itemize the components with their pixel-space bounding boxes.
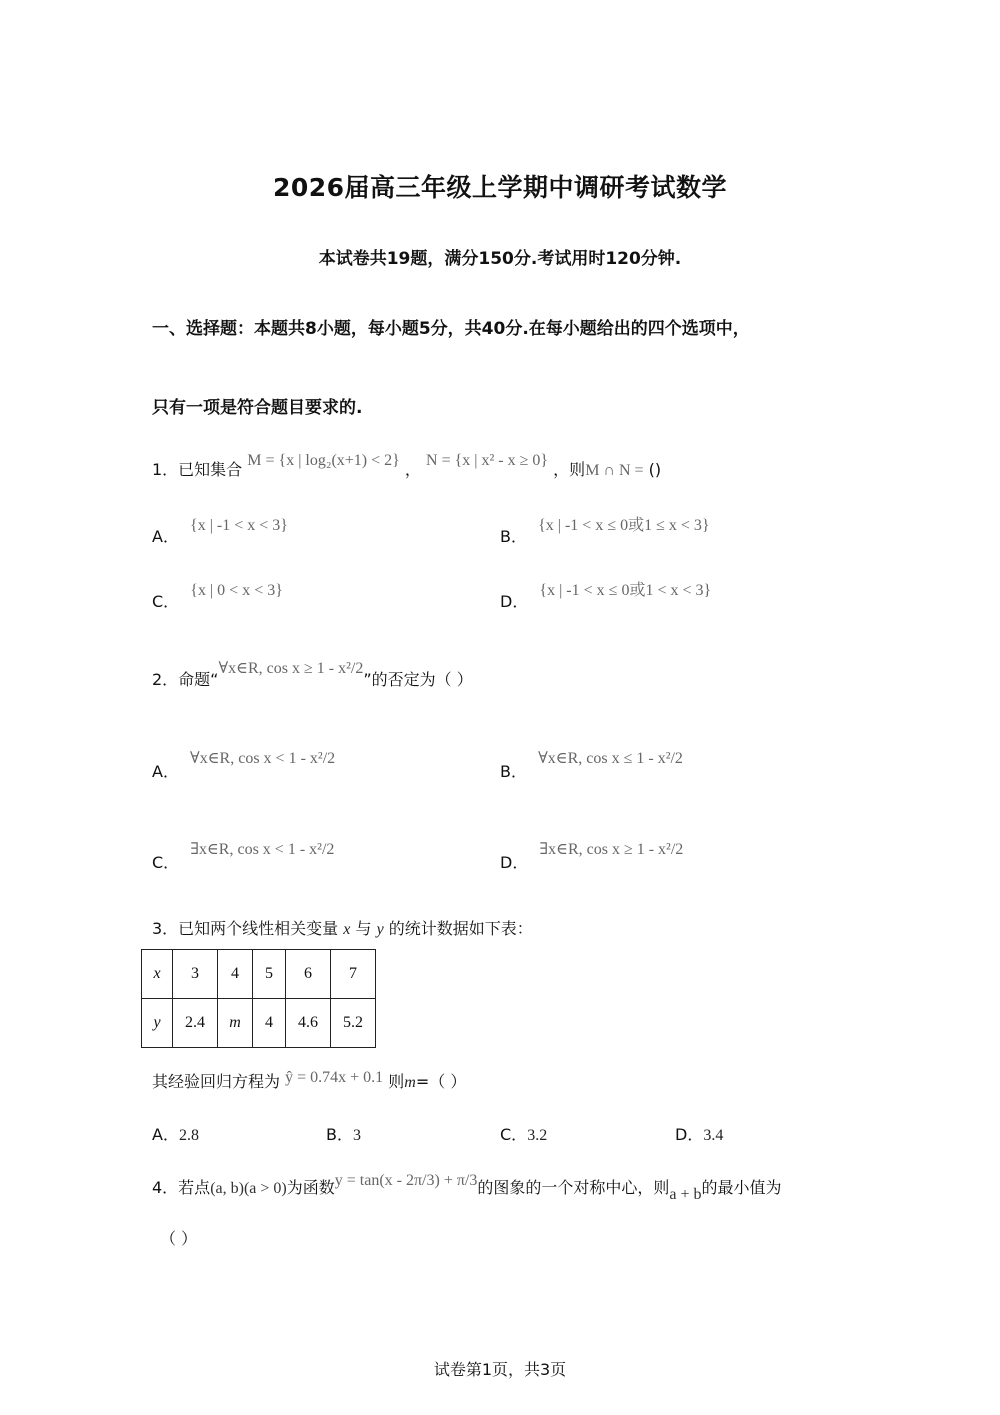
- q3-option-a[interactable]: [152, 1122, 199, 1145]
- page-subtitle: 本试卷共19题，满分150分.考试用时120分钟.: [318, 249, 682, 269]
- question-2: [152, 660, 473, 690]
- q3-option-d-value: 3.4: [703, 1127, 724, 1144]
- q1-prefix: 1．已知集合: [152, 460, 243, 479]
- q1-set-m: M = {x | log₂(x+1) < 2}: [247, 452, 400, 469]
- q1-set-n: N = {x | x² - x ≥ 0}: [426, 452, 549, 469]
- section-heading-line1: 一、选择题：本题共8小题，每小题5分，共40分.在每小题给出的四个选项中，: [152, 319, 750, 339]
- q2-option-b-letter: B．: [500, 762, 527, 781]
- q2-option-a-letter: A．: [152, 762, 179, 781]
- q1-comma: ，: [404, 460, 421, 479]
- q3-regression-var: m: [404, 1074, 416, 1091]
- q3-regression-suffix-a: 则: [388, 1072, 405, 1091]
- q3-option-a-letter: A．: [152, 1125, 179, 1144]
- table-cell: 4.6: [286, 999, 331, 1048]
- table-cell: 4: [218, 950, 253, 999]
- table-row-y: [142, 999, 376, 1048]
- q2-option-d-math: ∃x∈R, cos x ≥ 1 - x²/2: [539, 841, 684, 858]
- table-cell: 7: [331, 950, 376, 999]
- table-cell: x: [142, 950, 173, 999]
- q3-option-b-letter: B．: [326, 1125, 353, 1144]
- table-cell: 6: [286, 950, 331, 999]
- question-3: [152, 916, 533, 939]
- q2-suffix: ”的否定为（ ）: [363, 670, 473, 689]
- q1-expression: M ∩ N =: [585, 462, 644, 479]
- question-1: [152, 452, 662, 480]
- table-cell: m: [218, 999, 253, 1048]
- q3-var-x: x: [343, 921, 351, 938]
- q3-option-c-value: 3.2: [527, 1127, 548, 1144]
- q3-option-c-letter: C．: [500, 1125, 528, 1144]
- q3-data-table: [141, 949, 376, 1048]
- table-cell: 3: [173, 950, 218, 999]
- q1-option-d-math: {x | -1 < x ≤ 0或1 < x < 3}: [539, 582, 712, 599]
- q2-option-b-math: ∀x∈R, cos x ≤ 1 - x²/2: [538, 750, 683, 767]
- q4-prefix: 4．若点: [152, 1178, 211, 1197]
- q1-option-d-letter: D．: [500, 592, 529, 611]
- q3-option-a-value: 2.8: [178, 1127, 199, 1144]
- q2-prefix: 2．命题“: [152, 670, 219, 689]
- q3-regression-prefix: 其经验回归方程为: [152, 1072, 281, 1091]
- question-4: [152, 1172, 782, 1203]
- q1-option-a-math: {x | -1 < x < 3}: [190, 517, 288, 534]
- q1-option-c[interactable]: [152, 582, 283, 612]
- q2-option-a[interactable]: [152, 750, 336, 782]
- table-row-x: [142, 950, 376, 999]
- q1-option-b[interactable]: [500, 517, 710, 547]
- q1-option-b-math: {x | -1 < x ≤ 0或1 ≤ x < 3}: [538, 517, 710, 534]
- table-cell: 2.4: [173, 999, 218, 1048]
- section-heading-line2: 只有一项是符合题目要求的.: [152, 398, 363, 418]
- q3-option-d-letter: D．: [675, 1125, 704, 1144]
- q4-mid1: 为函数: [286, 1178, 335, 1197]
- table-cell: 5.2: [331, 999, 376, 1048]
- q1-option-a-letter: A．: [152, 527, 179, 546]
- q3-regression-suffix-b: =（ ）: [415, 1072, 467, 1091]
- q1-option-c-letter: C．: [152, 592, 180, 611]
- q1-then: ，则: [553, 460, 586, 479]
- q3-regression-equation: ŷ = 0.74x + 0.1: [285, 1069, 384, 1086]
- table-cell: y: [142, 999, 173, 1048]
- page-title: 2026届高三年级上学期中调研考试数学: [272, 173, 728, 202]
- q3-option-b[interactable]: [326, 1122, 361, 1145]
- q2-option-c-math: ∃x∈R, cos x < 1 - x²/2: [190, 841, 335, 858]
- q4-mid2: 的图象的一个对称中心，则: [477, 1178, 670, 1197]
- q2-option-c-letter: C．: [152, 853, 180, 872]
- q3-suffix: 的统计数据如下表：: [388, 919, 533, 938]
- q2-option-d[interactable]: [500, 841, 684, 873]
- q1-option-b-letter: B．: [500, 527, 527, 546]
- q3-option-c[interactable]: [500, 1122, 547, 1145]
- q1-option-a[interactable]: [152, 517, 288, 547]
- page-footer: 试卷第1页，共3页: [433, 1360, 567, 1379]
- q4-suffix: 的最小值为: [701, 1178, 782, 1197]
- q4-answer-paren: （ ）: [160, 1229, 198, 1248]
- table-cell: 4: [253, 999, 286, 1048]
- q2-option-d-letter: D．: [500, 853, 529, 872]
- q2-option-b[interactable]: [500, 750, 683, 782]
- q1-paren: (): [648, 460, 662, 479]
- q3-mid: 与: [355, 919, 372, 938]
- q3-option-d[interactable]: [675, 1122, 723, 1145]
- q4-expression: a + b: [669, 1186, 702, 1203]
- q4-function: y = tan(x - 2π/3) + π/3: [334, 1172, 478, 1189]
- q1-option-d[interactable]: [500, 582, 712, 612]
- q2-option-a-math: ∀x∈R, cos x < 1 - x²/2: [190, 750, 336, 767]
- q1-option-c-math: {x | 0 < x < 3}: [190, 582, 283, 599]
- q2-statement: ∀x∈R, cos x ≥ 1 - x²/2: [218, 660, 364, 677]
- table-cell: 5: [253, 950, 286, 999]
- q3-regression-line: [152, 1069, 466, 1092]
- q3-var-y: y: [376, 921, 384, 938]
- q3-option-b-value: 3: [352, 1127, 361, 1144]
- q4-point: (a, b)(a > 0): [210, 1180, 287, 1197]
- q3-prefix: 3．已知两个线性相关变量: [152, 919, 339, 938]
- q2-option-c[interactable]: [152, 841, 335, 873]
